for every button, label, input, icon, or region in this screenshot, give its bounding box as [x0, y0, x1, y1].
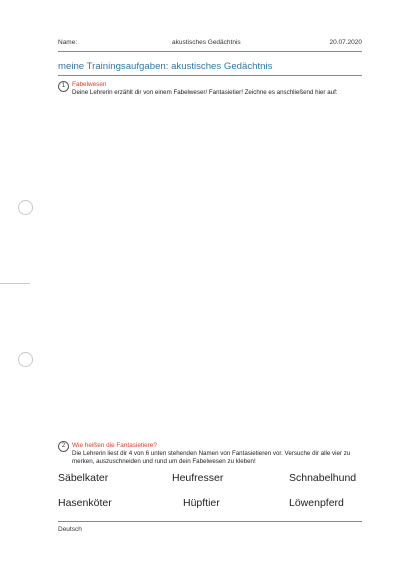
footer-divider: [58, 521, 362, 522]
header-divider: [58, 51, 362, 52]
date-label: 20.07.2020: [329, 39, 362, 46]
name-saebelkater: Säbelkater: [58, 472, 109, 484]
name-huepftier: Hüpftier: [183, 497, 220, 509]
title-divider: [58, 75, 362, 76]
name-loewenpferd: Löwenpferd: [289, 497, 344, 509]
task-2-text: Die Lehrerin liest dir 4 von 6 unten stehenden Namen von Fantasietieren vor. Versuche dir alle vier zu merken, auszuschneiden und rund um dein Fabelwesen zu kleben!: [72, 450, 351, 466]
task-2-heading: Wie heißen die Fantasietiere?: [72, 442, 157, 449]
task-1-text: Deine Lehrerin erzählt dir von einem Fabelweser/ Fantasietier! Zeichne es anschließend hier auf:: [72, 89, 338, 96]
task-1-number: 1: [58, 81, 69, 92]
page-header: [58, 39, 362, 51]
punch-hole-top: [18, 200, 33, 215]
page-title: meine Trainingsaufgaben: akustisches Gedächtnis: [58, 61, 273, 72]
name-heufresser: Heufresser: [172, 472, 224, 484]
task-1-heading: Fabelwesen: [72, 81, 107, 88]
name-schnabelhund: Schnabelhund: [289, 472, 357, 484]
name-hasenkoeter: Hasenköter: [58, 497, 112, 509]
name-label: Name:: [58, 39, 78, 46]
subject-label: akustisches Gedächtnis: [172, 39, 241, 46]
footer-label: Deutsch: [58, 526, 82, 533]
fold-mark: [0, 283, 30, 284]
punch-hole-bottom: [18, 352, 33, 367]
name-grid: [58, 470, 362, 515]
task-2-number: 2: [58, 441, 69, 452]
